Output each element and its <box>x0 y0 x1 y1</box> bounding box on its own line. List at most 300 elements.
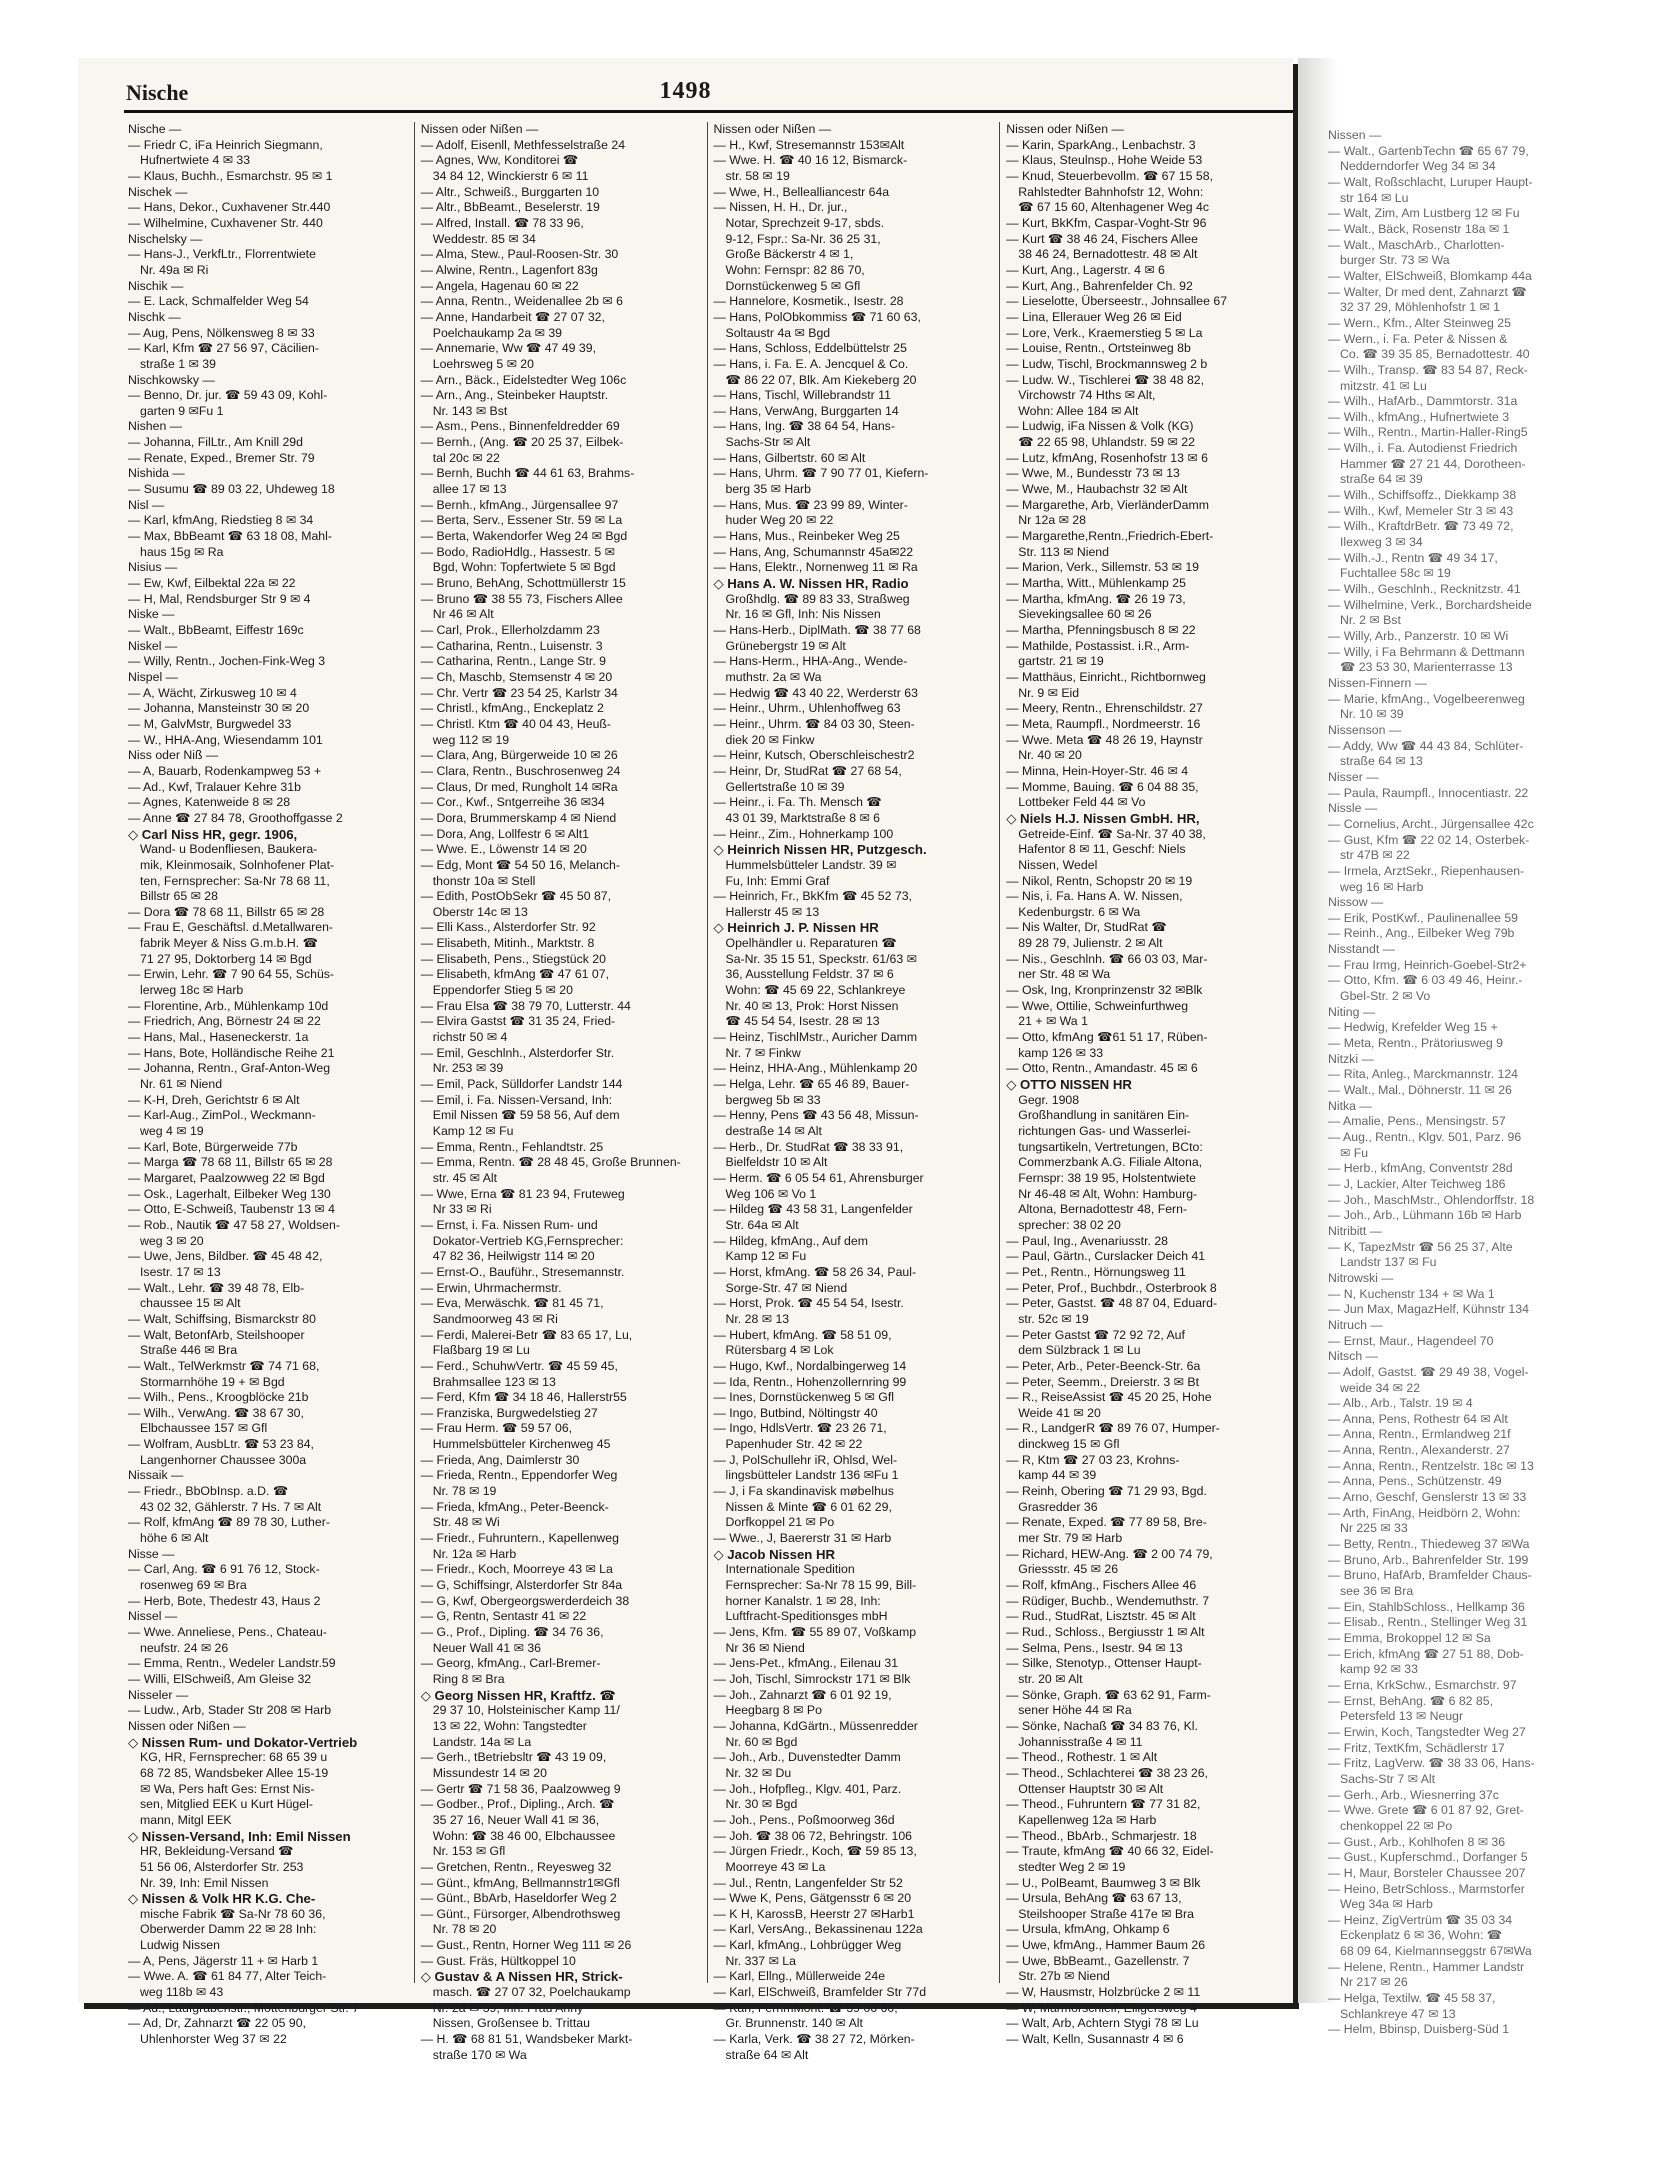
directory-entry-line: Nissen oder Nißen — <box>713 122 832 136</box>
directory-entry-line: — Marga ☎ 78 68 11, Billstr 65 ✉ 28 <box>128 1155 333 1170</box>
directory-entry-line: — Karl, Ellng., Müllerweide 24e <box>713 1969 886 1984</box>
directory-entry-line: Sandmoorweg 43 ✉ Ri <box>432 1311 558 1326</box>
directory-entry-line: Nr. 337 ✉ La <box>725 1953 796 1968</box>
directory-entry-line: — Wilh., kfmAng., Hufnertwiete 3 <box>1328 409 1510 424</box>
directory-entry-line: Nr. 32 ✉ Du <box>725 1765 792 1780</box>
directory-entry-line: — Christl. Ktm ☎ 40 04 43, Heuß- <box>420 716 612 731</box>
directory-entry-line: — Alb., Arb., Talstr. 19 ✉ 4 <box>1328 1396 1473 1411</box>
directory-entry-line: — Addy, Ww ☎ 44 43 84, Schlüter- <box>1328 738 1524 753</box>
directory-entry-line: Grasredder 36 <box>1018 1499 1098 1514</box>
directory-entry-line: — Selma, Pens., Isestr. 94 ✉ 13 <box>1006 1640 1183 1655</box>
directory-entry-line: — U., PolBeamt, Baumweg 3 ✉ Blk <box>1006 1875 1201 1890</box>
directory-entry-line: — Ludw, Tischl, Brockmannsweg 2 b <box>1006 356 1208 371</box>
directory-entry-line: — Hans, Mus., Reinbeker Weg 25 <box>713 529 900 544</box>
directory-entry-line: — Theod., Fuhruntern ☎ 77 31 82, <box>1006 1797 1201 1812</box>
directory-entry-line: Gr. Brunnenstr. 140 ✉ Alt <box>725 2016 863 2031</box>
column-4 <box>1000 122 1293 2047</box>
directory-entry-line: — R, Ktm ☎ 27 03 23, Krohns- <box>1006 1452 1180 1467</box>
directory-entry-line: kamp 92 ✉ 33 <box>1340 1662 1418 1677</box>
directory-entry-line: — J, i Fa skandinavisk møbelhus <box>713 1484 894 1499</box>
directory-entry-line: Nisl — <box>128 497 165 512</box>
directory-entry-line: Johannisstraße 4 ✉ 11 <box>1018 1734 1143 1749</box>
directory-entry-line: — Günt., kfmAng, Bellmannstr1✉Gfl <box>420 1875 620 1890</box>
directory-entry-line: — Martha, Pfenningsbusch 8 ✉ 22 <box>1006 623 1196 637</box>
directory-entry-line: — Amalie, Pens., Mensingstr. 57 <box>1328 1114 1506 1129</box>
directory-entry-line: — Walt., GartenbTechn ☎ 65 67 79, <box>1328 143 1529 158</box>
directory-entry-line: weg 112 ✉ 19 <box>432 732 510 747</box>
directory-entry-line: weg 16 ✉ Harb <box>1340 879 1424 894</box>
directory-entry-line: ◇ Jacob Nissen HR <box>713 1546 836 1562</box>
directory-entry-line: Nr. 39, Inh: Emil Nissen <box>140 1875 269 1890</box>
directory-entry-line: — Godber., Prof., Dipling., Arch. ☎ <box>420 1797 615 1812</box>
directory-entry-line: Ludwig Nissen <box>140 1938 220 1953</box>
directory-entry-line: ◇ Hans A. W. Nissen HR, Radio <box>713 576 909 592</box>
directory-entry-line: — Wilh.-J., Rentn ☎ 49 34 17, <box>1328 550 1498 565</box>
directory-entry-line: — Adolf, Gastst. ☎ 29 49 38, Vogel- <box>1328 1364 1529 1379</box>
directory-entry-line: — K H, KarossB, Heerstr 27 ✉Harb1 <box>713 1906 915 1921</box>
directory-entry-line: mische Fabrik ☎ Sa-Nr 78 60 36, <box>140 1906 326 1921</box>
directory-entry-line: Schlankreye 47 ✉ 13 <box>1340 2006 1456 2021</box>
directory-entry-line: — Margaret, Paalzowweg 22 ✉ Bgd <box>128 1170 325 1185</box>
directory-entry-line: Uhlenhorster Weg 37 ✉ 22 <box>140 2032 287 2047</box>
directory-entry-line: — Heinr., Uhrm., Uhlenhoffweg 63 <box>713 701 901 716</box>
directory-entry-line: — Berta, Serv., Essener Str. 59 ✉ La <box>420 513 623 528</box>
directory-entry-line: — Arn., Ang., Steinbeker Hauptstr. <box>420 388 609 403</box>
directory-entry-line: kamp 126 ✉ 33 <box>1018 1045 1104 1060</box>
directory-entry-line: Sorge-Str. 47 ✉ Niend <box>725 1280 848 1295</box>
directory-entry-line: str. 45 ✉ Alt <box>432 1170 498 1185</box>
directory-entry-line: Gegr. 1908 <box>1018 1092 1080 1107</box>
directory-entry-line: — Hans-Herb., DiplMath. ☎ 38 77 68 <box>713 623 921 637</box>
directory-entry-line: — Wilh., Transp. ☎ 83 54 87, Reck- <box>1328 362 1528 377</box>
directory-entry-line: 43 01 39, Marktstraße 8 ✉ 6 <box>725 810 881 825</box>
directory-entry-line: chenkoppel 22 ✉ Po <box>1340 1818 1453 1833</box>
directory-entry-line: Nr. 40 ✉ 20 <box>1018 748 1082 763</box>
directory-entry-line: Internationale Spedition <box>725 1562 855 1577</box>
directory-entry-line: — Ew, Kwf, Eilbektal 22a ✉ 22 <box>128 576 296 591</box>
directory-entry-line: Nisseler — <box>128 1687 189 1702</box>
directory-entry-line: — Walt, BetonfArb, Steilshooper <box>128 1327 305 1342</box>
directory-entry-line: str. 20 ✉ Alt <box>1018 1671 1083 1686</box>
directory-entry-line: — Wwe. Grete ☎ 6 01 87 92, Gret- <box>1328 1803 1524 1818</box>
directory-entry-line: — Wwe. H. ☎ 40 16 12, Bismarck- <box>713 153 908 168</box>
directory-entry-line: 29 37 10, Holsteinischer Kamp 11/ <box>432 1703 620 1718</box>
directory-entry-line: Wohn: Fernspr: 82 86 70, <box>725 262 865 277</box>
directory-entry-line: Niske — <box>128 607 175 622</box>
directory-entry-line: huder Weg 20 ✉ 22 <box>725 513 834 528</box>
directory-entry-line: Hafentor 8 ✉ 11, Geschf: Niels <box>1018 842 1186 857</box>
directory-entry-line: str. 58 ✉ 19 <box>725 168 790 183</box>
directory-entry-line: burger Str. 73 ✉ Wa <box>1340 253 1450 268</box>
directory-entry-line: — Margarethe,Rentn.,Friedrich-Ebert- <box>1006 529 1214 544</box>
directory-entry-line: 89 28 79, Julienstr. 2 ✉ Alt <box>1018 936 1163 951</box>
directory-entry-line: 51 56 06, Alsterdorfer Str. 253 <box>140 1859 304 1874</box>
directory-entry-line: — Hans, Gilbertstr. 60 ✉ Alt <box>713 450 866 465</box>
directory-entry-line: — Anne ☎ 27 84 78, Groothoffgasse 2 <box>128 810 343 825</box>
directory-entry-line: — Walt, Arb, Achtern Stygi 78 ✉ Lu <box>1006 2016 1199 2031</box>
directory-entry-line: — Heinr., i. Fa. Th. Mensch ☎ <box>713 795 882 810</box>
directory-entry-line: — Reinh, Obering ☎ 71 29 93, Bgd. <box>1006 1484 1207 1499</box>
directory-entry-line: — Hildeg, kfmAng., Auf dem <box>713 1233 868 1248</box>
directory-entry-line: — Traute, kfmAng ☎ 40 66 32, Eidel- <box>1006 1844 1214 1859</box>
directory-entry-line: Grünebergstr 19 ✉ Alt <box>725 638 846 653</box>
directory-entry-line: — Joh., Arb., Lühmann 16b ✉ Harb <box>1328 1208 1522 1223</box>
directory-entry-line: — Kurt, BkKfm, Caspar-Voght-Str 96 <box>1006 215 1207 230</box>
directory-entry-line: — Walt, Roßschlacht, Luruper Haupt- <box>1328 174 1533 189</box>
directory-entry-line: ◇ Nissen Rum- und Dokator-Vertrieb <box>128 1734 358 1750</box>
directory-entry-line: — Meta, Raumpfl., Nordmeerstr. 16 <box>1006 716 1201 731</box>
directory-entry-line: — Emma, Rentn., Fehlandtstr. 25 <box>420 1139 604 1154</box>
directory-entry-line: Kamp 12 ✉ Fu <box>432 1124 514 1138</box>
directory-entry-line: Soltaustr 4a ✉ Bgd <box>725 325 831 340</box>
directory-entry-line: — Hans, Tischl, Willebrandstr 11 <box>713 388 891 403</box>
directory-entry-line: Niss oder Niß — <box>128 748 219 763</box>
directory-entry-line: 47 82 36, Heilwigstr 114 ✉ 20 <box>432 1249 595 1264</box>
directory-entry-line: Oberwerder Damm 22 ✉ 28 Inh: <box>140 1922 317 1937</box>
directory-entry-line: — Peter, Gastst. ☎ 48 87 04, Eduard- <box>1006 1296 1218 1311</box>
directory-entry-line: ☎ 22 65 98, Uhlandstr. 59 ✉ 22 <box>1018 435 1195 450</box>
directory-entry-line: — Ad., Kwf, Tralauer Kehre 31b <box>128 779 301 794</box>
directory-entry-line: fabrik Meyer & Niss G.m.b.H. ☎ <box>140 936 318 951</box>
directory-entry-line: — Gust. Fräs, Hültkoppel 10 <box>420 1953 576 1968</box>
directory-entry-line: Kamp 12 ✉ Fu <box>725 1249 807 1264</box>
directory-entry-line: — W, Hausmstr, Holzbrücke 2 ✉ 11 <box>1006 1985 1201 2000</box>
directory-entry-line: — Bruno, BehAng, Schottmüllerstr 15 <box>420 576 626 591</box>
directory-entry-line: — Elisabeth, kfmAng ☎ 47 61 07, <box>420 967 610 982</box>
directory-entry-line: — Joh., MaschMstr., Ohlendorffstr. 18 <box>1328 1192 1535 1207</box>
directory-entry-line: — Ingo, HdlsVertr. ☎ 23 26 71, <box>713 1421 887 1436</box>
directory-entry-line: — Heinz, HHA-Ang., Mühlenkamp 20 <box>713 1061 918 1076</box>
directory-entry-line: — Joh. ☎ 38 06 72, Behringstr. 106 <box>713 1828 913 1843</box>
directory-entry-line: Nr 12a ✉ 28 <box>1018 513 1086 528</box>
directory-entry-line: — Anna, Rentn., Rentzelstr. 18c ✉ 13 <box>1328 1458 1534 1473</box>
directory-entry-line: — E. Lack, Schmalfelder Weg 54 <box>128 294 309 309</box>
directory-entry-line: — Wilh., Pens., Kroogblöcke 21b <box>128 1390 309 1405</box>
directory-entry-line: — Wilh., i. Fa. Autodienst Friedrich <box>1328 441 1518 456</box>
directory-entry-line: — Frau Herm. ☎ 59 57 06, <box>420 1421 573 1436</box>
directory-entry-line: — Max, BbBeamt ☎ 63 18 08, Mahl- <box>128 529 332 544</box>
directory-entry-line: Nr. 60 ✉ Bgd <box>725 1734 798 1749</box>
directory-entry-line: ✉ Wa, Pers haft Ges: Ernst Nis- <box>140 1781 315 1796</box>
directory-entry-line: Weg 106 ✉ Vo 1 <box>725 1186 817 1201</box>
directory-entry-line: mann, Mitgl EEK <box>140 1812 232 1827</box>
directory-entry-line: Nr. 7 ✉ Finkw <box>725 1045 801 1060</box>
directory-entry-line: — Frieda, kfmAng., Peter-Beenck- <box>420 1499 609 1514</box>
directory-entry-line: — Franziska, Burgwedelstieg 27 <box>420 1405 598 1420</box>
directory-entry-line: Ottenser Hauptstr 30 ✉ Alt <box>1018 1781 1164 1796</box>
directory-entry-line: — Richard, HEW-Ang. ☎ 2 00 74 79, <box>1006 1546 1213 1561</box>
directory-entry-line: — Peter Gastst ☎ 72 92 72, Auf <box>1006 1327 1185 1342</box>
directory-entry-line: — Emma, Brokoppel 12 ✉ Sa <box>1328 1631 1491 1645</box>
directory-entry-line: — Rob., Nautik ☎ 47 58 27, Woldsen- <box>128 1217 340 1232</box>
directory-entry-line: — Walt, Schiffsing, Bismarckstr 80 <box>128 1311 316 1326</box>
directory-entry-line: Dorfkoppel 21 ✉ Po <box>725 1515 835 1530</box>
directory-entry-line: — Martha, Witt., Mühlenkamp 25 <box>1006 576 1186 591</box>
directory-entry-line: — M, GalvMstr, Burgwedel 33 <box>128 716 292 731</box>
directory-entry-line: — Wilhelmine, Verk., Borchardsheide <box>1328 597 1532 612</box>
directory-entry-line: Nische — <box>128 122 182 136</box>
directory-entry-line: — Jens, Kfm. ☎ 55 89 07, Voßkamp <box>713 1625 917 1639</box>
directory-entry-line: — Carl, Ang. ☎ 6 91 76 12, Stock- <box>128 1562 320 1577</box>
directory-entry-line: — Nissen, H. H., Dr. jur., <box>713 200 848 215</box>
directory-entry-line: — Reinh., Ang., Eilbeker Weg 79b <box>1328 926 1515 941</box>
directory-entry-line: — Gretchen, Rentn., Reyesweg 32 <box>420 1859 612 1874</box>
directory-entry-line: Nisius — <box>128 560 178 575</box>
directory-entry-line: Wohn: ☎ 38 46 00, Elbchaussee <box>432 1828 616 1843</box>
directory-entry-line: chaussee 15 ✉ Alt <box>140 1296 241 1311</box>
directory-entry-line: 68 72 85, Wandsbeker Allee 15-19 <box>140 1765 329 1780</box>
directory-entry-line: ◇ Nissen & Volk HR K.G. Che- <box>128 1891 316 1907</box>
column-1 <box>122 122 415 2047</box>
directory-entry-line: — Anna, Rentn., Weidenallee 2b ✉ 6 <box>420 294 623 309</box>
directory-entry-line: — Joh., Zahnarzt ☎ 6 01 92 19, <box>713 1687 892 1702</box>
directory-entry-line: Str. 64a ✉ Alt <box>725 1217 799 1232</box>
directory-entry-line: — Karl, kfmAng, Riedstieg 8 ✉ 34 <box>128 513 314 528</box>
directory-entry-line: Nitruch — <box>1328 1317 1383 1332</box>
directory-entry-line: Eckenplatz 6 ✉ 36, Wohn: ☎ <box>1340 1928 1503 1943</box>
directory-entry-line: lerweg 18c ✉ Harb <box>140 983 244 998</box>
directory-entry-line: — Wilh., Schiffsoffz., Diekkamp 38 <box>1328 488 1517 503</box>
directory-entry-line: — Renate, Exped., Bremer Str. 79 <box>128 450 315 465</box>
directory-entry-line: — Frau Elsa ☎ 38 79 70, Lutterstr. 44 <box>420 998 631 1013</box>
directory-entry-line: Nissen — <box>1328 128 1382 142</box>
directory-entry-line: straße 64 ✉ 13 <box>1340 754 1423 769</box>
directory-entry-line: — Gust., Rentn, Horner Weg 111 ✉ 26 <box>420 1938 632 1953</box>
directory-entry-line: Moorreye 43 ✉ La <box>725 1859 826 1874</box>
directory-entry-line: Nischek — <box>128 184 188 199</box>
directory-entry-line: Nr. 2 ✉ Bst <box>1340 613 1401 628</box>
directory-entry-line: — Gerh., tBetriebsltr ☎ 43 19 09, <box>420 1750 607 1765</box>
directory-entry-line: 43 02 32, Gählerstr. 7 Hs. 7 ✉ Alt <box>140 1499 322 1514</box>
directory-entry-line: — Marion, Verk., Sillemstr. 53 ✉ 19 <box>1006 560 1200 575</box>
directory-entry-line: bergweg 5b ✉ 33 <box>725 1092 821 1107</box>
directory-entry-line: — Edg, Mont ☎ 54 50 16, Melanch- <box>420 857 620 872</box>
directory-entry-line: — Hans-Herm., HHA-Ang., Wende- <box>713 654 908 669</box>
directory-entry-line: — Alma, Stew., Paul-Roosen-Str. 30 <box>420 247 619 262</box>
directory-entry-line: Langenhorner Chaussee 300a <box>140 1452 307 1467</box>
directory-entry-line: — Willy, i Fa Behrmann & Dettmann <box>1328 644 1525 659</box>
directory-entry-line: weide 34 ✉ 22 <box>1340 1380 1421 1395</box>
directory-entry-line: — Jürgen Friedr., Koch, ☎ 59 85 13, <box>713 1844 917 1859</box>
directory-entry-line: weg 118b ✉ 43 <box>140 1985 224 2000</box>
directory-entry-line: — Otto, kfmAng ☎61 51 17, Rüben- <box>1006 1030 1208 1045</box>
directory-entry-line: — Anna, Rentn., Ermlandweg 21f <box>1328 1427 1511 1442</box>
directory-entry-line: — Otto, E-Schweiß, Taubenstr 13 ✉ 4 <box>128 1202 335 1217</box>
directory-entry-line: — Klaus, Buchh., Esmarchstr. 95 ✉ 1 <box>128 168 333 183</box>
directory-entry-line: masch. ☎ 27 07 32, Poelchaukamp <box>432 1985 631 2000</box>
directory-entry-line: Große Bäckerstr 4 ✉ 1, <box>725 247 854 262</box>
directory-entry-line: — Susumu ☎ 89 03 22, Uhdeweg 18 <box>128 482 335 497</box>
directory-entry-line: — Christl., kfmAng., Enckeplatz 2 <box>420 701 604 716</box>
directory-entry-line: — Wwe, Ottilie, Schweinfurthweg <box>1006 998 1189 1013</box>
directory-entry-line: Nischkowsky — <box>128 372 215 387</box>
directory-entry-line: — Hans, Uhrm. ☎ 7 90 77 01, Kiefern- <box>713 466 929 481</box>
directory-entry-line: richstr 50 ✉ 4 <box>432 1030 508 1045</box>
directory-entry-line: — Kurt ☎ 38 46 24, Fischers Allee <box>1006 231 1198 246</box>
directory-entry-line: — Hannelore, Kosmetik., Isestr. 28 <box>713 294 904 309</box>
directory-entry-line: — Emma, Rentn., Wedeler Landstr.59 <box>128 1656 336 1671</box>
directory-entry-line: gartstr. 21 ✉ 19 <box>1018 654 1104 669</box>
directory-entry-line: Nr. 143 ✉ Bst <box>432 403 508 418</box>
directory-entry-line: straße 1 ✉ 39 <box>140 356 216 371</box>
directory-entry-line: tal 20c ✉ 22 <box>432 450 500 465</box>
directory-entry-line: Fuchtallee 58c ✉ 19 <box>1340 566 1451 581</box>
directory-entry-line: Weddestr. 85 ✉ 34 <box>432 231 536 246</box>
directory-entry-line: — Wwe, M., Bundesstr 73 ✉ 13 <box>1006 466 1180 481</box>
directory-entry-line: — Arn., Bäck., Eidelstedter Weg 106c <box>420 372 627 387</box>
directory-entry-line: Nr. 78 ✉ 20 <box>432 1922 497 1937</box>
directory-entry-line: — Walt., Mal., Döhnerstr. 11 ✉ 26 <box>1328 1083 1512 1098</box>
directory-entry-line: — Lutz, kfmAng, Rosenhofstr 13 ✉ 6 <box>1006 450 1208 465</box>
directory-entry-line: — Erwin, Koch, Tangstedter Weg 27 <box>1328 1724 1526 1739</box>
header-rule <box>124 110 1293 113</box>
directory-entry-line: — Louise, Rentn., Ortsteinweg 8b <box>1006 341 1191 356</box>
directory-entry-line: höhe 6 ✉ Alt <box>140 1531 209 1546</box>
directory-entry-line: Nispel — <box>128 669 178 684</box>
directory-entry-line: diek 20 ✉ Finkw <box>725 732 815 747</box>
directory-entry-line: Getreide-Einf. ☎ Sa-Nr. 37 40 38, <box>1018 826 1206 841</box>
directory-entry-line: Nitsch — <box>1328 1349 1378 1364</box>
directory-entry-line: — Klaus, Steulnsp., Hohe Weide 53 <box>1006 153 1203 168</box>
directory-entry-line: dinckweg 15 ✉ Gfl <box>1018 1437 1120 1452</box>
directory-entry-line: — Anna, Rentn., Alexanderstr. 27 <box>1328 1443 1510 1458</box>
directory-entry-line: Emil Nissen ☎ 59 58 56, Auf dem <box>432 1108 620 1123</box>
directory-entry-line: richtungen Gas- und Wasserlei- <box>1018 1124 1191 1138</box>
directory-entry-line: ◇ Heinrich Nissen HR, Putzgesch. <box>713 842 927 858</box>
directory-entry-line: — Elli Kass., Alsterdorfer Str. 92 <box>420 920 596 935</box>
directory-entry-line: — R., LandgerR ☎ 89 76 07, Humper- <box>1006 1421 1220 1436</box>
directory-entry-line: Landstr 137 ✉ Fu <box>1340 1255 1437 1270</box>
directory-entry-line: KG, HR, Fernsprecher: 68 65 39 u <box>140 1750 328 1765</box>
directory-entry-line: Nisstandt — <box>1328 942 1395 957</box>
directory-entry-line: — Heinr, Dr, StudRat ☎ 27 68 54, <box>713 763 902 778</box>
directory-entry-line: Oberstr 14c ✉ 13 <box>432 904 528 919</box>
directory-entry-line: — Hans, Ing. ☎ 38 64 54, Hans- <box>713 419 895 434</box>
directory-entry-line: Nr. 2a ✉ 39, Inh: Frau Anny <box>432 2000 584 2015</box>
directory-entry-line: — Karin, SparkAng., Lenbachstr. 3 <box>1006 137 1196 152</box>
directory-entry-line: Nr. 61 ✉ Niend <box>140 1077 223 1092</box>
directory-entry-line: — Theod., BbArb., Schmarjestr. 18 <box>1006 1828 1197 1843</box>
directory-entry-line: — Otto, Rentn., Amandastr. 45 ✉ 6 <box>1006 1061 1198 1076</box>
directory-entry-line: — Hans-J., VerkfLtr., Florrentwiete <box>128 247 316 262</box>
directory-entry-line: straße 64 ✉ 39 <box>1340 472 1423 487</box>
directory-entry-line: Nr. 28 ✉ 13 <box>725 1311 790 1326</box>
directory-entry-line: straße 170 ✉ Wa <box>432 2047 527 2062</box>
directory-entry-line: — Pet., Rentn., Hörnungsweg 11 <box>1006 1264 1186 1279</box>
directory-entry-line: — Ingo, Butbind, Nöltingstr 40 <box>713 1405 878 1420</box>
directory-entry-line: — Walt., MaschArb., Charlotten- <box>1328 237 1505 252</box>
directory-entry-line: Nisser — <box>1328 769 1379 784</box>
directory-entry-line: — Frieda, Rentn., Eppendorfer Weg <box>420 1468 618 1483</box>
directory-entry-line: Nr 225 ✉ 33 <box>1340 1521 1408 1536</box>
directory-entry-line: Nr. 49a ✉ Ri <box>140 262 209 277</box>
directory-entry-line: — Alwine, Rentn., Lagenfort 83g <box>420 262 598 277</box>
directory-entry-line: 36, Ausstellung Feldstr. 37 ✉ 6 <box>725 967 894 982</box>
directory-entry-line: — Agnes, Ww, Konditorei ☎ <box>420 153 579 168</box>
directory-entry-line: — Dora, Brummerskamp 4 ✉ Niend <box>420 810 617 825</box>
directory-entry-line: — Frieda, Ang, Daimlerstr 30 <box>420 1452 580 1467</box>
directory-entry-line: — Altr., BbBeamt., Beselerstr. 19 <box>420 200 600 215</box>
directory-entry-line: — Emil, Geschlnh., Alsterdorfer Str. <box>420 1045 615 1060</box>
directory-entry-line: — Ernst, BehAng. ☎ 6 82 85, <box>1328 1693 1494 1708</box>
directory-entry-line: — Fritz, LagVerw. ☎ 38 33 06, Hans- <box>1328 1756 1535 1771</box>
directory-entry-line: — Heinrich, Fr., BkKfm ☎ 45 52 73, <box>713 889 912 904</box>
directory-entry-line: — Gertr ☎ 71 58 36, Paalzowweg 9 <box>420 1781 621 1796</box>
directory-entry-line: — Anne, Handarbeit ☎ 27 07 32, <box>420 309 605 324</box>
directory-entry-line: Nissle — <box>1328 801 1378 816</box>
directory-entry-line: — Walt, Zim, Am Lustberg 12 ✉ Fu <box>1328 206 1520 221</box>
directory-entry-line: Niskel — <box>128 638 178 653</box>
directory-entry-line: Griessstr. 45 ✉ 26 <box>1018 1562 1119 1577</box>
directory-entry-line: Nr. 253 ✉ 39 <box>432 1061 504 1076</box>
directory-entry-line: ◇ Nissen-Versand, Inh: Emil Nissen <box>128 1828 351 1844</box>
directory-entry-line: HR, Bekleidung-Versand ☎ <box>140 1844 294 1859</box>
directory-entry-line: — Gust., Kupferschmd., Dorfanger 5 <box>1328 1850 1528 1865</box>
directory-entry-line: — A, Bauarb, Rodenkampweg 53 + <box>128 763 322 778</box>
page-header <box>78 58 1293 118</box>
directory-entry-line: — Nis., Geschlnh. ☎ 66 03 03, Mar- <box>1006 951 1208 966</box>
directory-entry-line: — Hedwig ☎ 43 40 22, Werderstr 63 <box>713 685 918 700</box>
directory-entry-line: Nitka — <box>1328 1098 1372 1113</box>
directory-entry-line: — Wwe, M., Haubachstr 32 ✉ Alt <box>1006 482 1188 497</box>
directory-entry-line: — Wwe. A. ☎ 61 84 77, Alter Teich- <box>128 1969 327 1984</box>
directory-entry-line: — G., Prof., Dipling. ☎ 34 76 36, <box>420 1625 604 1639</box>
directory-entry-line: — Kurt, Ang., Bahrenfelder Ch. 92 <box>1006 278 1193 293</box>
directory-entry-line: ◇ Gustav & A Nissen HR, Strick- <box>420 1969 623 1985</box>
directory-entry-line: — Willi, ElSchweiß, Am Gleise 32 <box>128 1671 312 1686</box>
directory-entry-line: — Dora, Ang, Lollfestr 6 ✉ Alt1 <box>420 826 589 841</box>
directory-entry-line: — Lore, Verk., Kraemerstieg 5 ✉ La <box>1006 325 1203 340</box>
directory-entry-line: — Catharina, Rentn., Lange Str. 9 <box>420 654 606 669</box>
directory-entry-line: — Hans, Elektr., Nornenweg 11 ✉ Ra <box>713 560 918 575</box>
directory-entry-line: straße 64 ✉ Alt <box>725 2047 809 2062</box>
directory-entry-line: ◇ Carl Niss HR, gegr. 1906, <box>128 826 298 842</box>
directory-entry-line: Großhdlg. ☎ 89 83 33, Straßweg <box>725 591 910 606</box>
directory-entry-line: — Rita, Anleg., Marckmannstr. 124 <box>1328 1067 1519 1082</box>
directory-entry-line: — Georg, kfmAng., Carl-Bremer- <box>420 1656 601 1671</box>
directory-entry-line: Nr. 153 ✉ Gfl <box>432 1844 506 1859</box>
directory-entry-line: str 47B ✉ 22 <box>1340 848 1410 863</box>
directory-entry-line: — Nikol, Rentn, Schopstr 20 ✉ 19 <box>1006 873 1193 888</box>
directory-entry-line: 38 46 24, Bernadottestr. 48 ✉ Alt <box>1018 247 1198 262</box>
directory-entry-line: Papenhuder Str. 42 ✉ 22 <box>725 1437 863 1452</box>
directory-entry-line: — Bruno, HafArb, Bramfelder Chaus- <box>1328 1568 1532 1583</box>
directory-entry-line: Sachs-Str 7 ✉ Alt <box>1340 1771 1436 1786</box>
directory-entry-line: see 36 ✉ Bra <box>1340 1584 1414 1599</box>
directory-entry-line: Weide 41 ✉ 20 <box>1018 1405 1101 1420</box>
directory-entry-line: — Matthäus, Einricht., Richtbornweg <box>1006 669 1206 684</box>
directory-entry-line: — Frau E, Geschäftsl. d.Metallwaren- <box>128 920 334 935</box>
directory-entry-line: Nissen & Minte ☎ 6 01 62 29, <box>725 1499 892 1514</box>
directory-entry-line: Heegbarg 8 ✉ Po <box>725 1703 822 1718</box>
directory-entry-line: — Hans, Schloss, Eddelbüttelstr 25 <box>713 341 907 356</box>
directory-entry-line: — Friedr., BbObInsp. a.D. ☎ <box>128 1484 289 1499</box>
directory-entry-line: 71 27 95, Doktorberg 14 ✉ Bgd <box>140 951 312 966</box>
directory-entry-line: 35 27 16, Neuer Wall 41 ✉ 36, <box>432 1812 600 1827</box>
directory-entry-line: — Wwe K, Pens, Gätgensstr 6 ✉ 20 <box>713 1891 912 1906</box>
directory-entry-line: — Wilh., Geschlnh., Recknitzstr. 41 <box>1328 582 1521 597</box>
directory-entry-line: — Herb., Dr. StudRat ☎ 38 33 91, <box>713 1139 904 1154</box>
directory-entry-line: sener Höhe 44 ✉ Ra <box>1018 1703 1132 1718</box>
directory-entry-line: — Asm., Pens., Binnenfeldredder 69 <box>420 419 620 434</box>
directory-entry-line: Nissow — <box>1328 895 1384 910</box>
directory-entry-line: — Willy, Arb., Panzerstr. 10 ✉ Wi <box>1328 629 1509 643</box>
directory-entry-line: Ilexweg 3 ✉ 34 <box>1340 535 1423 550</box>
directory-entry-line: — Walter, Dr med dent, Zahnarzt ☎ <box>1328 284 1527 299</box>
directory-entry-line: Nissen-Finnern — <box>1328 675 1428 690</box>
directory-entry-line: str 164 ✉ Lu <box>1340 190 1409 205</box>
directory-entry-line: — Karl, ElSchweiß, Bramfelder Str 77d <box>713 1985 927 2000</box>
